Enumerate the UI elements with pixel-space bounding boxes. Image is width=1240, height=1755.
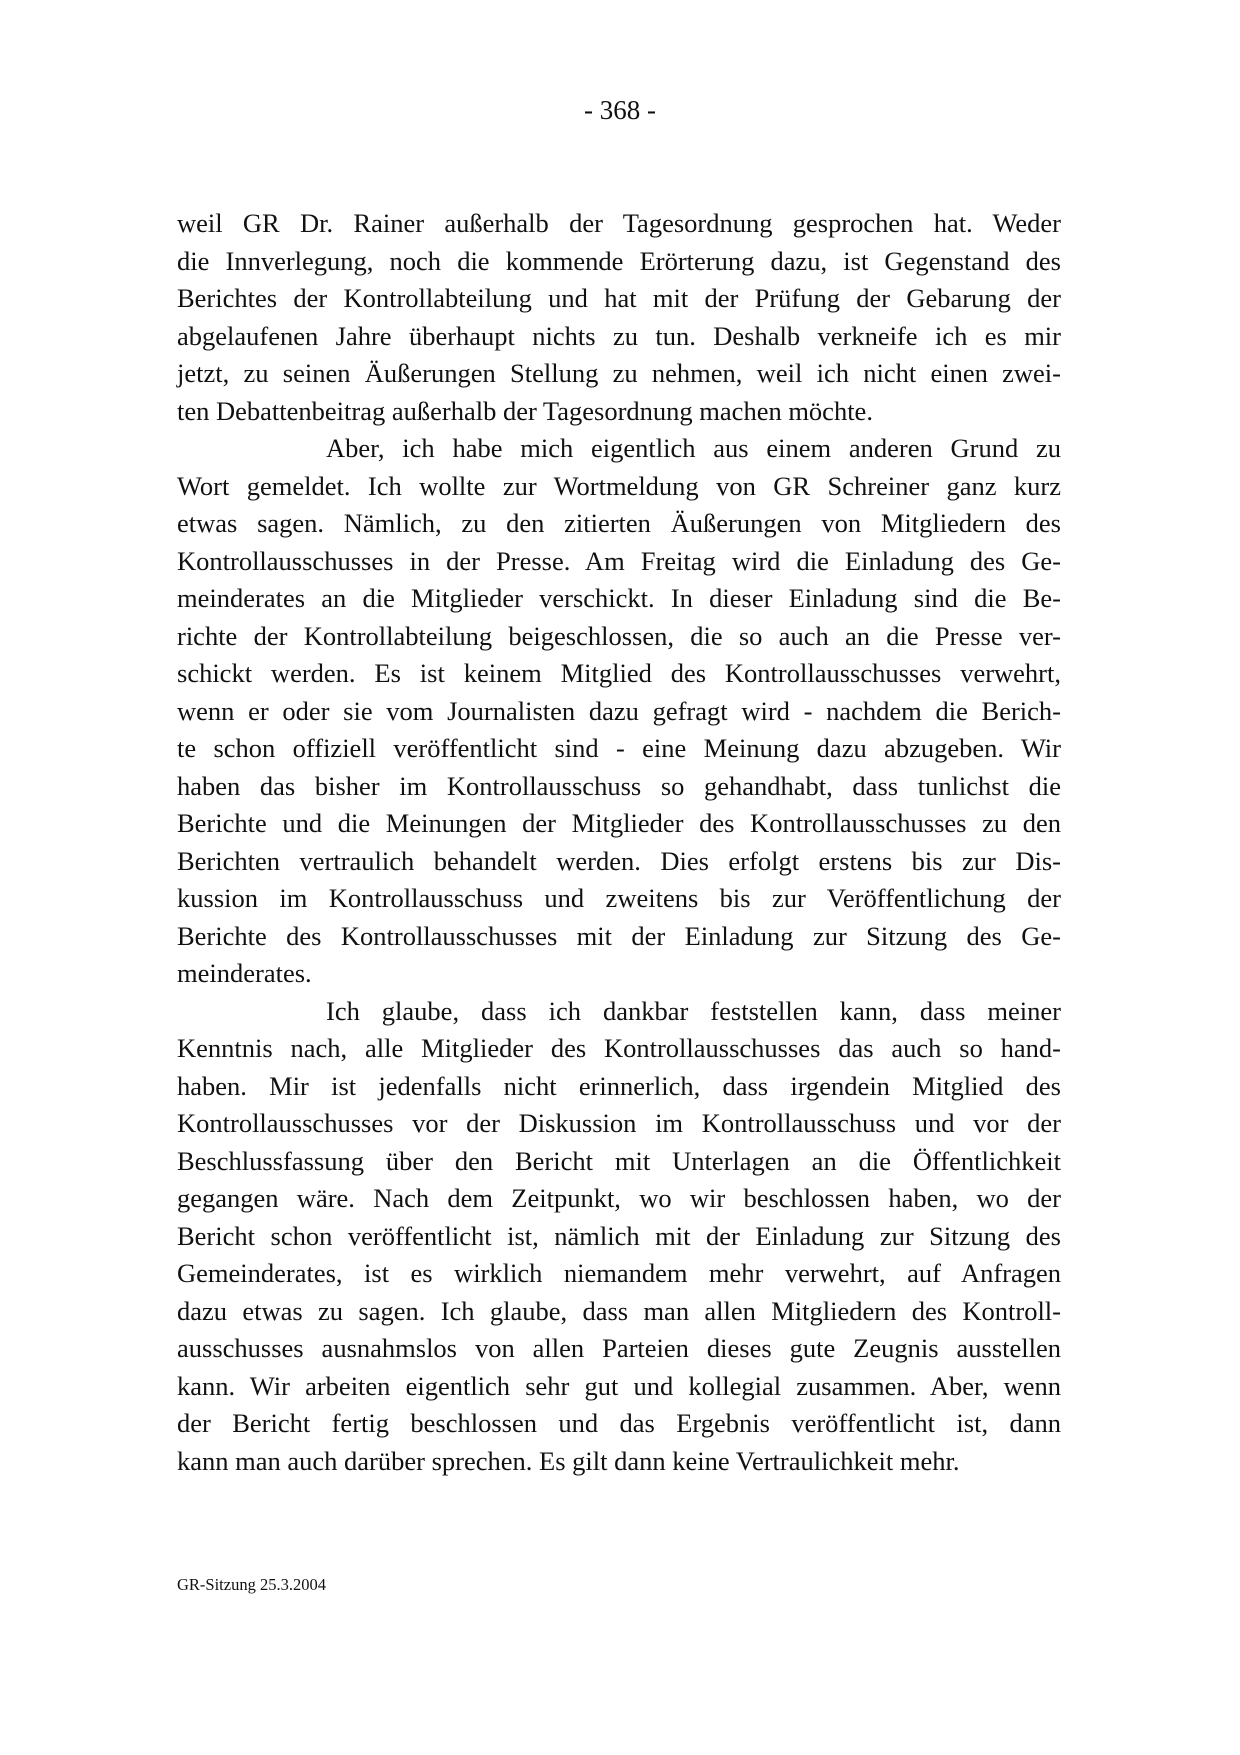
text-line: kann. Wir arbeiten eigentlich sehr gut und kollegial zusammen. Aber, wenn [177,1370,1061,1401]
text-line: haben. Mir ist jedenfalls nicht erinnerlich, dass irgendein Mitglied des [177,1070,1061,1101]
paragraph [177,205,1061,430]
text-line: kann man auch darüber sprechen. Es gilt dann keine Vertraulichkeit mehr. [177,1445,960,1476]
text-line: der Bericht fertig beschlossen und das Ergebnis veröffentlicht ist, dann [177,1408,1061,1438]
text-line: kussion im Kontrollausschuss und zweitens bis zur Veröffentlichung der [177,883,1061,913]
text-line: meinderates. [177,958,312,988]
text-line: Kontrollausschusses in der Presse. Am Freitag wird die Einladung des Ge- [177,545,1061,576]
text-line: Aber, ich habe mich eigentlich aus einem anderen Grund zu [326,433,1061,463]
text-line: Berichte und die Meinungen der Mitglieder des Kontrollausschusses zu den [177,808,1061,838]
text-line: Berichtes der Kontrollabteilung und hat mit der Prüfung der Gebarung der [177,283,1061,313]
text-line: Kontrollausschusses vor der Diskussion im Kontrollausschuss und vor der [177,1108,1061,1138]
text-line: dazu etwas zu sagen. Ich glaube, dass man allen Mitgliedern des Kontroll- [177,1295,1061,1326]
footer-session-date: GR-Sitzung 25.3.2004 [177,1575,326,1594]
text-line: abgelaufenen Jahre überhaupt nichts zu tun. Deshalb verkneife ich es mir [177,320,1061,351]
paragraph [177,430,1061,993]
text-line: Kenntnis nach, alle Mitglieder des Kontrollausschusses das auch so hand- [177,1033,1061,1063]
paragraph [177,993,1061,1481]
text-line: haben das bisher im Kontrollausschuss so gehandhabt, dass tunlichst die [177,770,1061,801]
text-line: schickt werden. Es ist keinem Mitglied des Kontrollausschusses verwehrt, [177,658,1061,688]
text-line: etwas sagen. Nämlich, zu den zitierten Äußerungen von Mitgliedern des [177,508,1061,538]
text-line: Berichten vertraulich behandelt werden. Dies erfolgt erstens bis zur Dis- [177,845,1061,876]
document-body [177,205,1061,1480]
text-line: Wort gemeldet. Ich wollte zur Wortmeldung von GR Schreiner ganz kurz [177,470,1061,501]
page-number: - 368 - [584,95,656,125]
text-line: Gemeinderates, ist es wirklich niemandem mehr verwehrt, auf Anfragen [177,1258,1061,1288]
text-line: ausschusses ausnahmslos von allen Parteien dieses gute Zeugnis ausstellen [177,1333,1061,1363]
text-line: Ich glaube, dass ich dankbar feststellen kann, dass meiner [326,995,1061,1026]
text-line: meinderates an die Mitglieder verschickt. In dieser Einladung sind die Be- [177,583,1061,613]
text-line: die Innverlegung, noch die kommende Erörterung dazu, ist Gegenstand des [177,245,1061,276]
text-line: wenn er oder sie vom Journalisten dazu gefragt wird - nachdem die Berich- [177,695,1061,726]
text-line: weil GR Dr. Rainer außerhalb der Tagesordnung gesprochen hat. Weder [177,208,1061,238]
text-line: Beschlussfassung über den Bericht mit Unterlagen an die Öffentlichkeit [177,1145,1061,1176]
text-line: Bericht schon veröffentlicht ist, nämlich mit der Einladung zur Sitzung des [177,1220,1061,1251]
text-line: ten Debattenbeitrag außerhalb der Tagesordnung machen möchte. [177,395,873,426]
text-line: jetzt, zu seinen Äußerungen Stellung zu nehmen, weil ich nicht einen zwei- [177,358,1061,388]
text-line: gegangen wäre. Nach dem Zeitpunkt, wo wir beschlossen haben, wo der [177,1183,1061,1213]
text-line: richte der Kontrollabteilung beigeschlossen, die so auch an die Presse ver- [177,620,1061,651]
text-line: Berichte des Kontrollausschusses mit der Einladung zur Sitzung des Ge- [177,920,1061,951]
text-line: te schon offiziell veröffentlicht sind - eine Meinung dazu abzugeben. Wir [177,733,1061,763]
